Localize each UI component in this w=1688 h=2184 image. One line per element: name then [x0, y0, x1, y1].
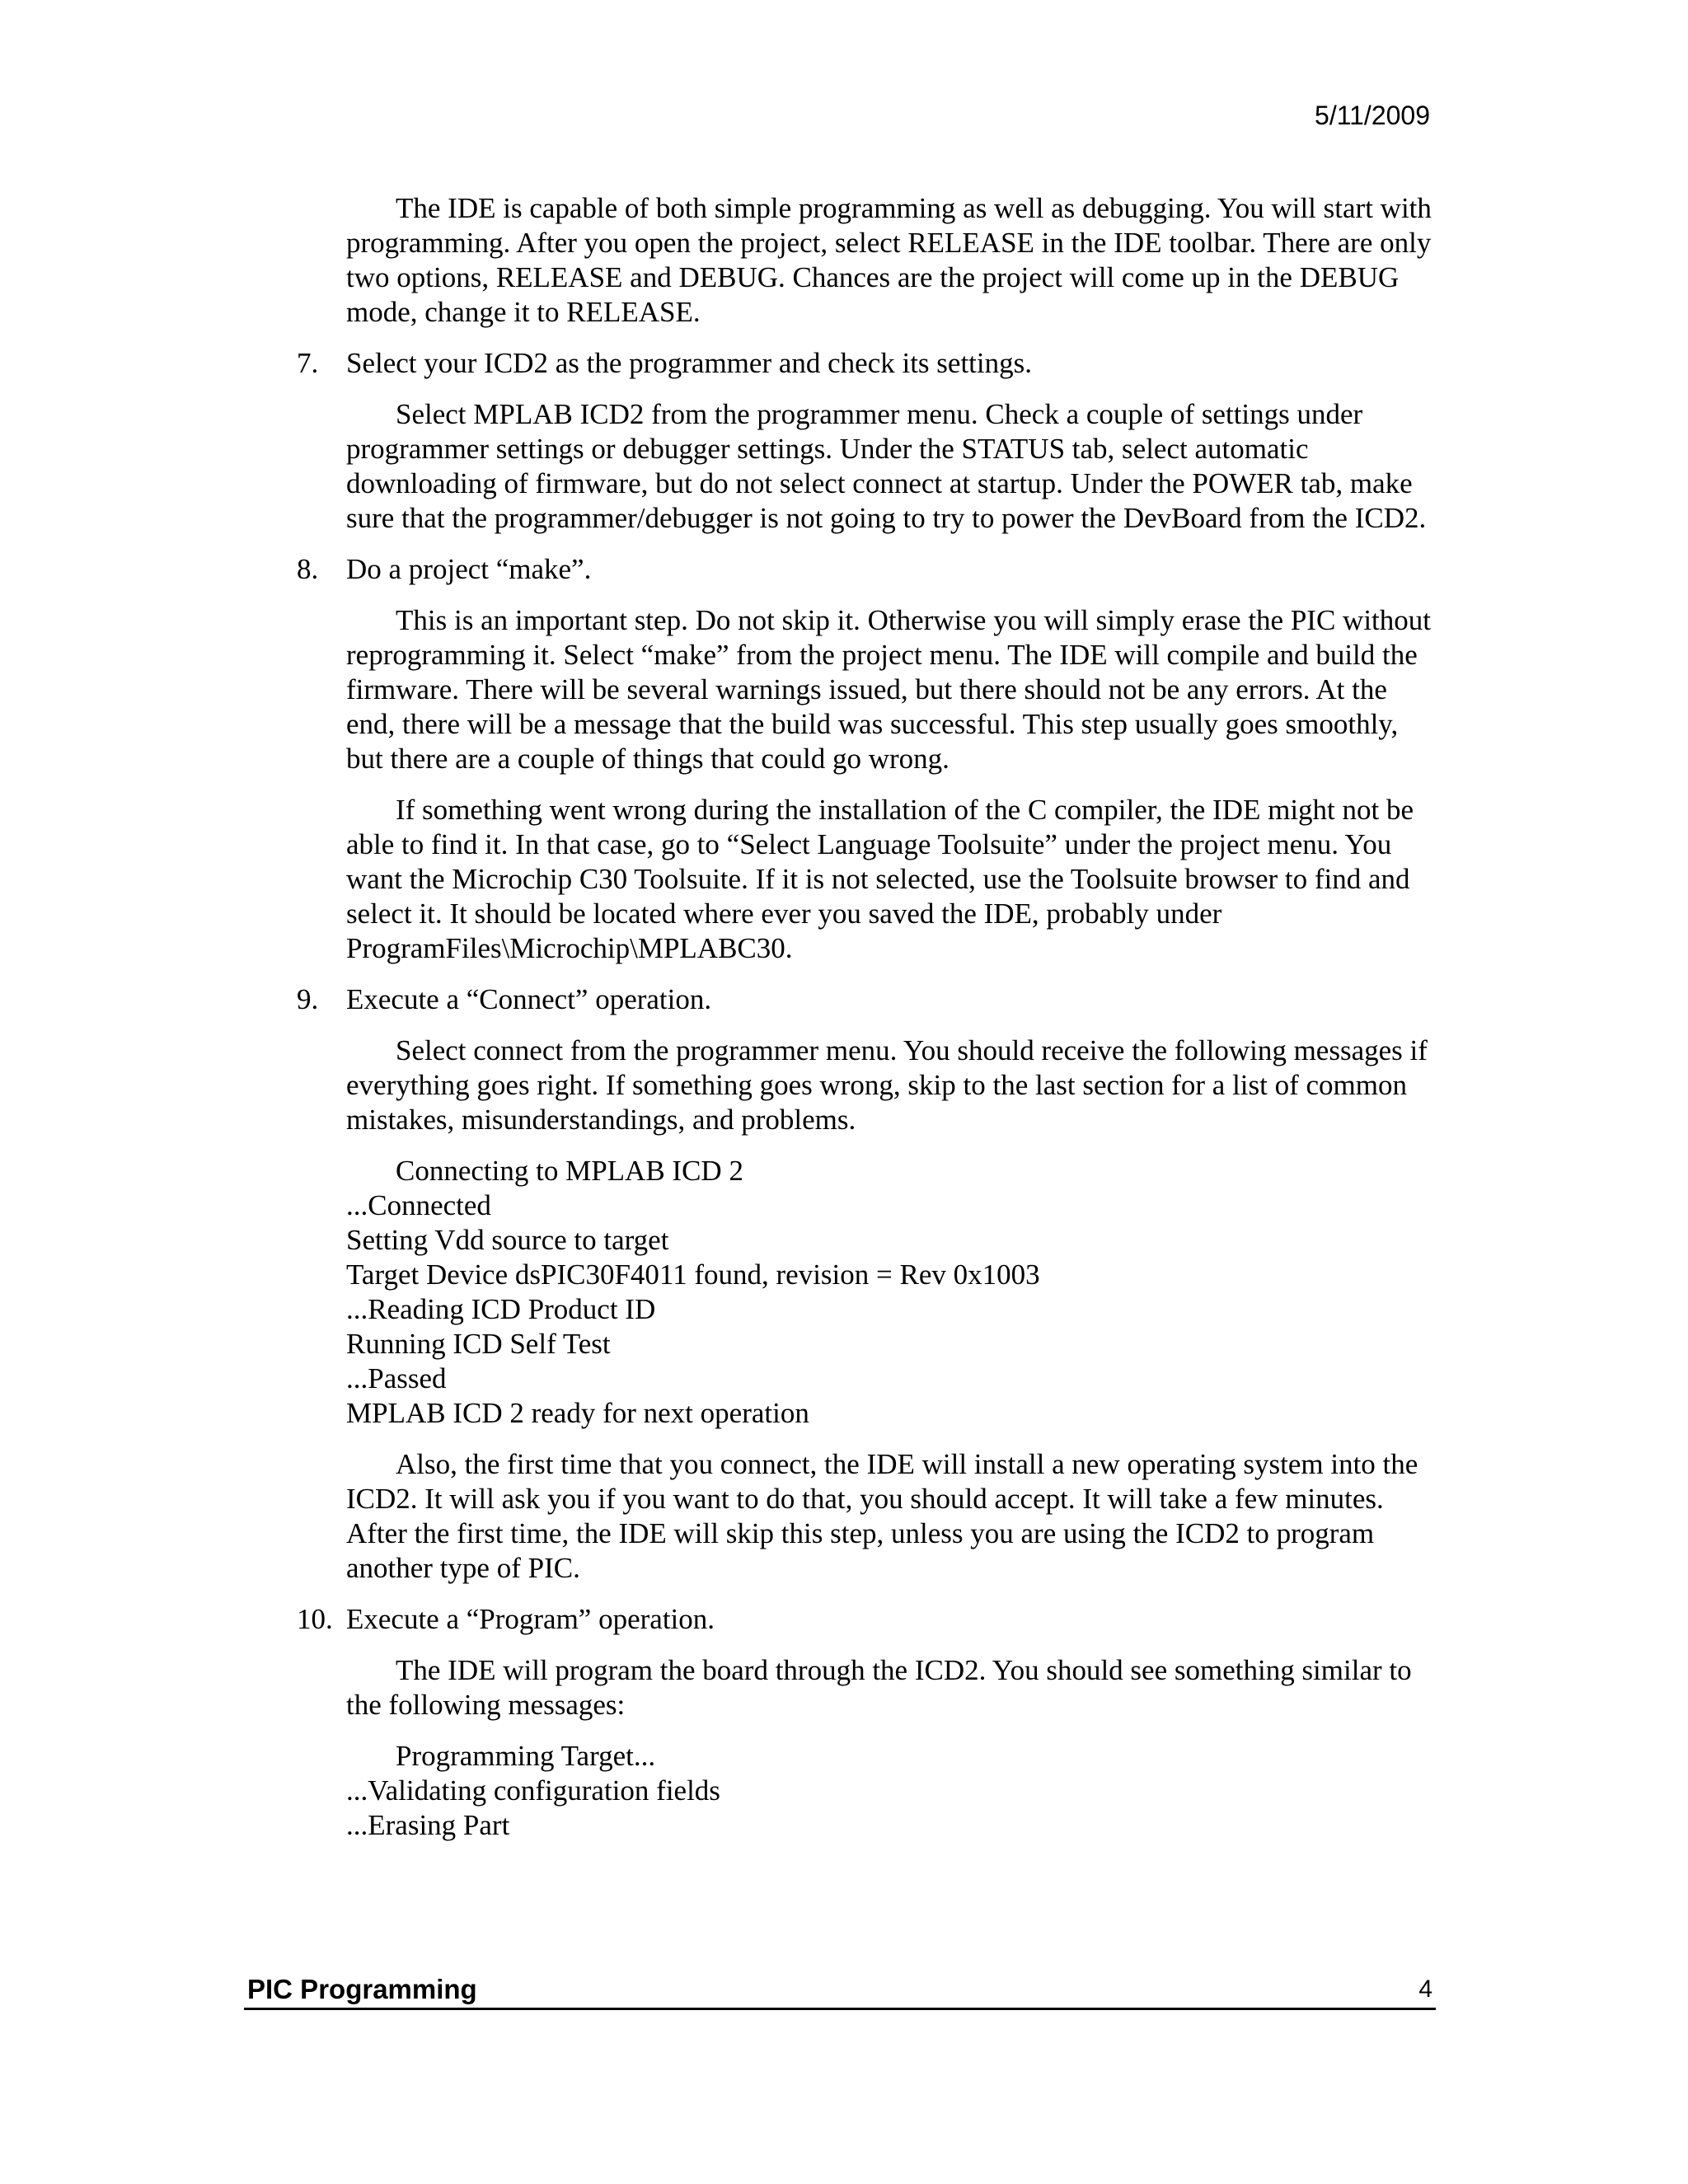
step-7-paragraph: Select MPLAB ICD2 from the programmer menu. Check a couple of settings under programmer settings or debugger settings. Under the STATUS tab, select automatic downloading of firmware, but do not select connect at startup. Under the POWER tab, make sure that the programmer/debugger is not going to try to power the DevBoard from the ICD2. — [346, 398, 1427, 534]
message-line: ...Erasing Part — [346, 1809, 510, 1841]
step-10-heading — [297, 1602, 1434, 1637]
step-7-number: 7. — [297, 347, 319, 379]
intro-paragraph: The IDE is capable of both simple programming as well as debugging. You will start with programming. After you open the project, select RELEASE in the IDE toolbar. There are only two options, RELEASE and DEBUG. Chances are the project will come up in the DEBUG mode, change it to RELEASE. — [346, 192, 1432, 328]
step-9-paragraph-1: Select connect from the programmer menu. You should receive the following messages if everything goes right. If something goes wrong, skip to the last section for a list of common mistakes, misunderstandings, and problems. — [346, 1034, 1428, 1136]
step-7-title: Select your ICD2 as the programmer and check its settings. — [346, 347, 1033, 379]
message-line: ...Passed — [346, 1362, 447, 1394]
step-8-paragraph-2: If something went wrong during the installation of the C compiler, the IDE might not be able to find it. In that case, go to “Select Language Toolsuite” under the project menu. You want the Microchip C30 Toolsuite. If it is not selected, use the Toolsuite browser to find and select it. It should be located where ever you saved the IDE, probably under ProgramFiles\Microchip\MPLABC30. — [346, 794, 1414, 964]
message-line: Running ICD Self Test — [346, 1328, 611, 1360]
step-7-heading — [297, 346, 1434, 381]
page-number: 4 — [1418, 1975, 1432, 2003]
step-10-title: Execute a “Program” operation. — [346, 1603, 715, 1635]
message-line: MPLAB ICD 2 ready for next operation — [346, 1397, 809, 1429]
message-line: Setting Vdd source to target — [346, 1224, 669, 1256]
step-10-paragraph-1: The IDE will program the board through the ICD2. You should see something similar to the following messages: — [346, 1654, 1412, 1721]
message-line: ...Validating configuration fields — [346, 1774, 720, 1807]
header-date: 5/11/2009 — [1315, 101, 1430, 130]
program-messages — [346, 1739, 1434, 1843]
step-8-number: 8. — [297, 553, 319, 585]
step-9-title: Execute a “Connect” operation. — [346, 983, 712, 1015]
message-line: ...Connected — [346, 1189, 491, 1221]
step-9-number: 9. — [297, 983, 319, 1015]
document-body — [297, 191, 1434, 1859]
step-8-heading — [297, 552, 1434, 587]
step-9-paragraph-2: Also, the first time that you connect, the IDE will install a new operating system into the ICD2. It will ask you if you want to do that, you should accept. It will take a few minutes. After the first time, the IDE will skip this step, unless you are using the ICD2 to program another type of PIC. — [346, 1448, 1418, 1584]
step-9-heading — [297, 982, 1434, 1017]
connect-messages — [346, 1154, 1434, 1431]
footer-title: PIC Programming — [247, 1974, 477, 2004]
page-footer — [244, 1971, 1436, 2010]
message-line: Connecting to MPLAB ICD 2 — [396, 1155, 743, 1187]
step-8-paragraph-1: This is an important step. Do not skip it. Otherwise you will simply erase the PIC without reprogramming it. Select “make” from the project menu. The IDE will compile and build the firmware. There will be several warnings issued, but there should not be any errors. At the end, there will be a message that the build was successful. This step usually goes smoothly, but there are a couple of things that could go wrong. — [346, 604, 1432, 775]
message-line: Programming Target... — [396, 1740, 656, 1772]
step-8-title: Do a project “make”. — [346, 553, 592, 585]
step-10-number: 10. — [297, 1603, 333, 1635]
message-line: ...Reading ICD Product ID — [346, 1293, 656, 1325]
message-line: Target Device dsPIC30F4011 found, revision = Rev 0x1003 — [346, 1258, 1040, 1291]
